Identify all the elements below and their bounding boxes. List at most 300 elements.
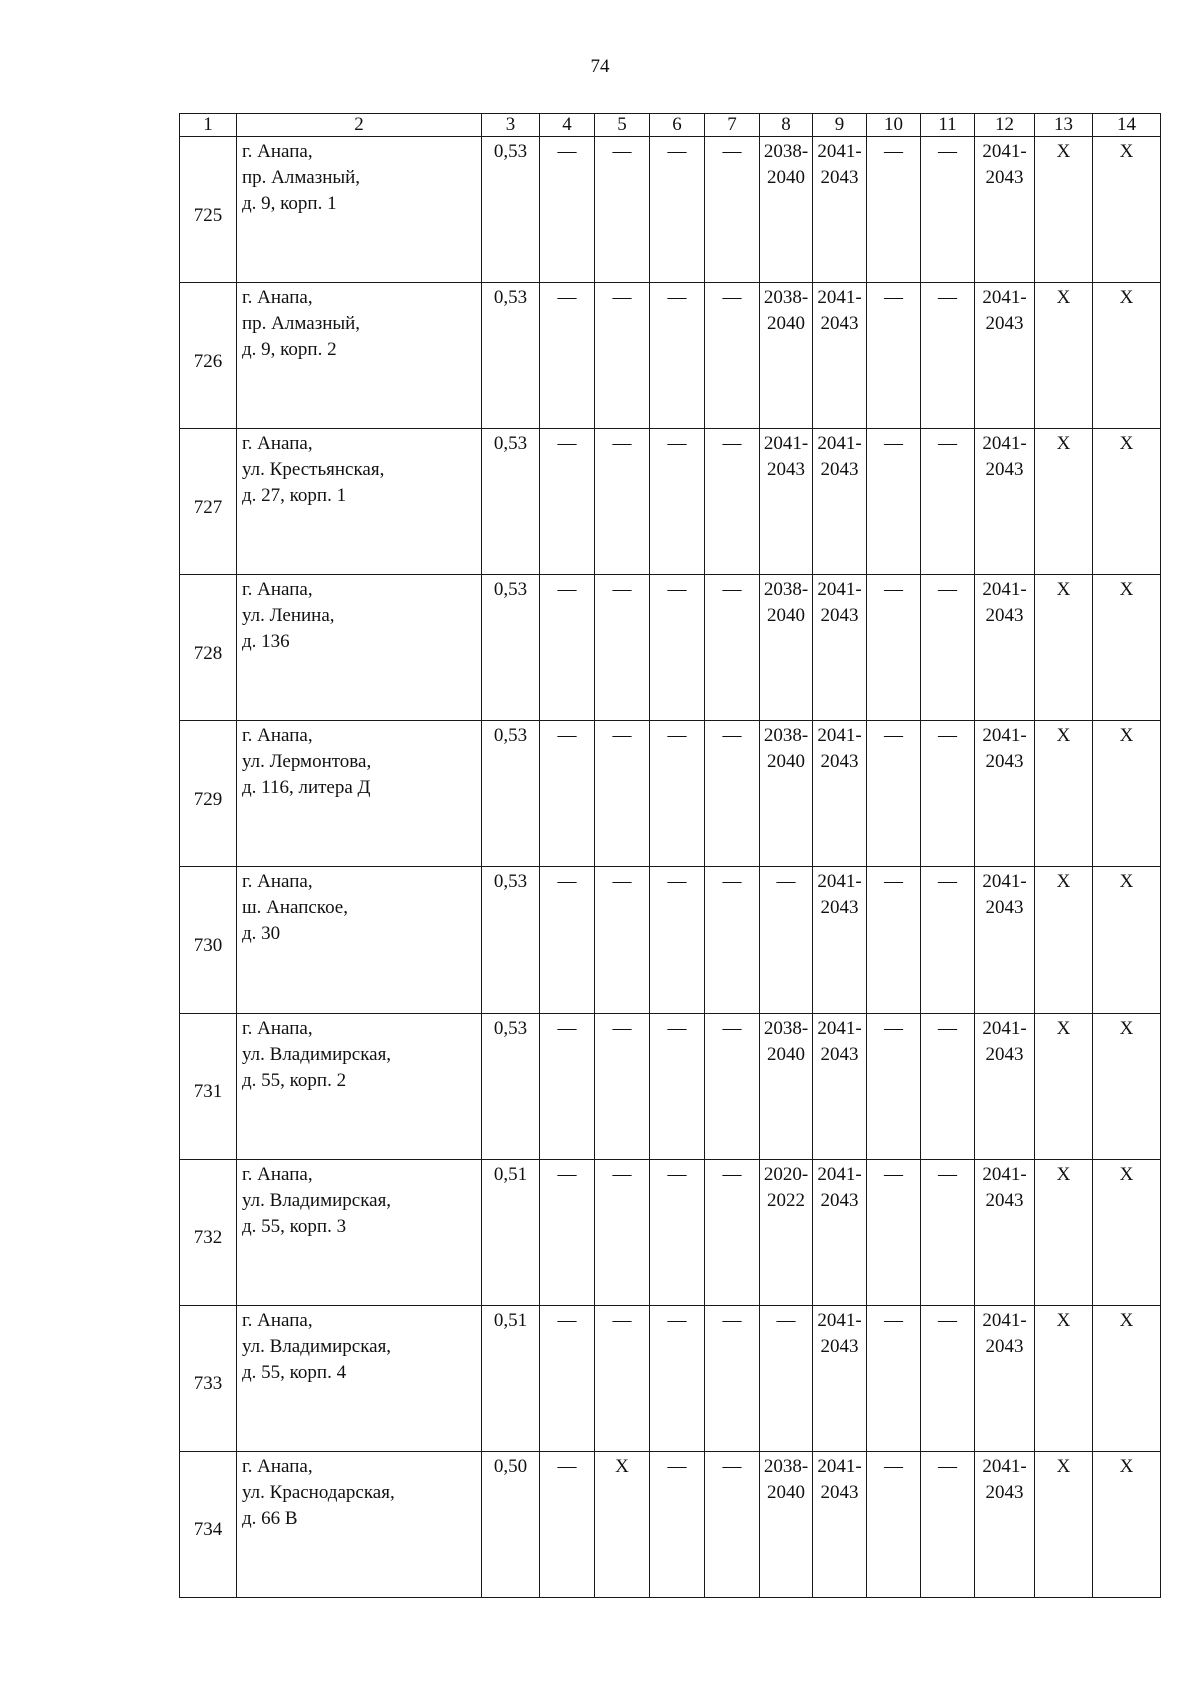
cell-value: — [884,1163,903,1185]
period-line: 2043 [820,605,859,627]
coefficient-value: 0,51 [493,1309,528,1331]
cell-value: — [612,1309,632,1331]
period-line: 2043 [820,1043,859,1065]
coefficient-value: 0,53 [493,287,528,309]
period-line: 2043 [985,1481,1024,1503]
cell-c7 [705,867,760,1013]
address-line: ул. Лермонтова, [242,751,372,773]
cell-value: — [667,579,687,601]
cell-value: — [667,1017,687,1039]
period-cell-c8 [760,283,813,429]
period-line: 2041- [817,1017,862,1039]
cell-c10 [867,575,921,721]
period-cell-c12 [975,721,1035,867]
address-line: г. Анапа, [242,141,313,162]
period-line: 2041- [982,287,1027,309]
cell-value: — [938,1163,957,1185]
cell-c4 [540,429,595,575]
cell-value: — [612,1163,632,1185]
coefficient-cell [482,575,540,721]
table-row [180,867,1161,1013]
period-line: 2038- [763,287,809,309]
coefficient-cell [482,429,540,575]
address-cell [237,867,482,1013]
address-line: д. 27, корп. 1 [242,485,347,507]
period-line: 2041- [817,433,862,455]
cell-c14 [1093,137,1161,283]
address-line: д. 30 [242,923,281,945]
cell-c14 [1093,1451,1161,1597]
period-cell-c9 [813,1013,867,1159]
cell-c11 [921,721,975,867]
cell-value: — [612,725,632,747]
period-line: 2038- [763,725,809,747]
table-row [180,137,1161,283]
cell-c4 [540,867,595,1013]
row-number-cell [180,137,237,283]
period-line: 2041- [817,287,862,309]
address-cell [237,1013,482,1159]
period-line: 2043 [820,1335,859,1357]
col-header-4: 4 [540,114,595,137]
cell-value: X [1119,871,1134,893]
coefficient-value: 0,51 [493,1163,528,1185]
address-line: д. 9, корп. 2 [242,339,337,361]
period-line: 2043 [985,167,1024,188]
cell-c6 [650,1305,705,1451]
address-line: г. Анапа, [242,725,313,747]
cell-value: X [1119,287,1134,309]
cell-value: X [1056,1455,1071,1477]
period-line: 2041- [817,579,862,601]
cell-c6 [650,867,705,1013]
row-number-cell [180,429,237,575]
period-line: 2041- [763,433,809,455]
cell-c10 [867,1451,921,1597]
period-line: 2043 [985,1335,1024,1357]
period-cell-c8 [760,721,813,867]
cell-c14 [1093,721,1161,867]
coefficient-cell [482,721,540,867]
row-number: 725 [193,204,223,226]
cell-c13 [1035,1159,1093,1305]
col-header-5: 5 [595,114,650,137]
cell-value: X [1119,725,1134,747]
cell-value: — [612,433,632,455]
period-line: 2041- [982,1455,1027,1477]
col-header-2: 2 [237,114,482,137]
period-cell-c8 [760,575,813,721]
cell-c4 [540,1159,595,1305]
address-line: г. Анапа, [242,1309,313,1331]
cell-value: — [884,141,903,162]
period-line: 2043 [985,313,1024,335]
period-cell-c12 [975,283,1035,429]
cell-c11 [921,867,975,1013]
address-line: д. 136 [242,631,290,653]
cell-value: X [1056,579,1071,601]
period-line: 2043 [820,751,859,773]
coefficient-cell [482,137,540,283]
cell-value: — [722,725,742,747]
cell-c5 [595,1159,650,1305]
cell-c11 [921,1305,975,1451]
period-line: 2043 [820,313,859,335]
cell-c11 [921,137,975,283]
cell-value: — [938,433,957,455]
cell-value: X [1056,1309,1071,1331]
cell-c13 [1035,721,1093,867]
cell-value: X [1119,1455,1134,1477]
cell-c7 [705,429,760,575]
cell-c10 [867,1013,921,1159]
cell-value: — [938,725,957,747]
col-header-9: 9 [813,114,867,137]
row-number-cell [180,283,237,429]
period-line: 2041- [982,1017,1027,1039]
cell-c5 [595,867,650,1013]
cell-c5 [595,137,650,283]
table-row [180,575,1161,721]
cell-value: X [1119,141,1134,162]
cell-value: — [722,433,742,455]
address-line: г. Анапа, [242,1163,313,1185]
cell-c14 [1093,575,1161,721]
cell-c7 [705,1305,760,1451]
period-cell-c8 [760,429,813,575]
coefficient-value: 0,53 [493,871,528,893]
address-cell [237,283,482,429]
cell-c13 [1035,1451,1093,1597]
cell-c13 [1035,429,1093,575]
cell-value: — [612,1017,632,1039]
period-line: 2041- [817,1455,862,1477]
period-line: 2040 [767,313,805,335]
cell-c7 [705,721,760,867]
period-line: 2043 [985,605,1024,627]
col-header-11: 11 [921,114,975,137]
row-number: 734 [193,1519,223,1541]
cell-value: X [1119,1017,1134,1039]
page-number: 74 [590,56,610,77]
period-line: 2041- [817,871,862,893]
period-line: 2038- [763,1455,809,1477]
cell-value: — [557,1309,577,1331]
period-line: 2041- [982,1309,1027,1331]
cell-c5 [595,1451,650,1597]
cell-value: — [667,1163,687,1185]
cell-c10 [867,1159,921,1305]
col-header-3: 3 [482,114,540,137]
table-row [180,1305,1161,1451]
cell-value: — [557,433,577,455]
coefficient-cell [482,1451,540,1597]
table-row [180,283,1161,429]
address-line: ул. Ленина, [242,605,335,627]
period-cell-c9 [813,1159,867,1305]
cell-value: — [612,287,632,309]
address-line: ул. Краснодарская, [242,1481,395,1503]
period-cell-c9 [813,137,867,283]
cell-value: — [667,141,687,162]
period-line: 2043 [767,459,805,481]
address-cell [237,1159,482,1305]
cell-c7 [705,1159,760,1305]
period-cell-c12 [975,1159,1035,1305]
col-header-7: 7 [705,114,760,137]
period-line: 2038- [763,1017,809,1039]
period-line: 2043 [985,1189,1024,1211]
address-cell [237,137,482,283]
address-cell [237,1305,482,1451]
cell-value: — [557,1455,577,1477]
address-line: г. Анапа, [242,287,313,309]
address-line: г. Анапа, [242,1455,313,1477]
cell-value: — [667,725,687,747]
table-row [180,429,1161,575]
coefficient-value: 0,53 [493,1017,528,1039]
cell-value: — [938,579,957,601]
cell-value: X [1119,1163,1134,1185]
cell-c13 [1035,1305,1093,1451]
cell-c7 [705,1451,760,1597]
cell-c13 [1035,575,1093,721]
cell-value: — [667,433,687,455]
cell-c11 [921,1159,975,1305]
col-header-13: 13 [1035,114,1093,137]
period-line: 2043 [820,1481,859,1503]
cell-c5 [595,1305,650,1451]
cell-c5 [595,721,650,867]
address-line: д. 9, корп. 1 [242,193,337,214]
cell-c14 [1093,1305,1161,1451]
cell-value: — [612,579,632,601]
period-cell-c9 [813,283,867,429]
cell-c4 [540,1305,595,1451]
cell-c4 [540,137,595,283]
cell-value: — [722,1163,742,1185]
cell-c4 [540,575,595,721]
row-number-cell [180,1159,237,1305]
period-cell-c9 [813,867,867,1013]
table-row [180,721,1161,867]
row-number-cell [180,867,237,1013]
period-line: 2038- [763,141,809,162]
period-line: 2020- [763,1163,809,1185]
cell-value: — [612,871,632,893]
cell-value: X [615,1455,629,1477]
period-line: 2041- [982,433,1027,455]
address-line: ш. Анапское, [242,897,348,919]
row-number-cell [180,575,237,721]
address-line: ул. Крестьянская, [242,459,385,481]
row-number: 731 [193,1081,223,1103]
period-line: 2043 [985,459,1024,481]
cell-c14 [1093,429,1161,575]
period-line: 2040 [767,1043,805,1065]
period-cell-c9 [813,575,867,721]
header-row [180,114,1161,137]
cell-value: — [667,871,687,893]
coefficient-cell [482,1159,540,1305]
cell-value: — [884,1017,903,1039]
period-cell-c9 [813,721,867,867]
cell-value: X [1119,1309,1134,1331]
cell-c6 [650,429,705,575]
period-cell-c12 [975,575,1035,721]
cell-value: — [557,287,577,309]
address-cell [237,721,482,867]
cell-value: — [722,287,742,309]
cell-c11 [921,283,975,429]
cell-value: — [884,433,903,455]
cell-c10 [867,283,921,429]
cell-value: — [938,287,957,309]
cell-c7 [705,575,760,721]
cell-c13 [1035,137,1093,283]
row-number-cell [180,1013,237,1159]
row-number-cell [180,1451,237,1597]
cell-value: — [557,1163,577,1185]
col-header-1: 1 [180,114,237,137]
period-line: 2040 [767,167,805,188]
cell-value: — [557,725,577,747]
address-line: ул. Владимирская, [242,1189,392,1211]
table-row [180,1159,1161,1305]
cell-c14 [1093,867,1161,1013]
period-line: 2041- [817,141,862,162]
cell-c7 [705,1013,760,1159]
period-line: 2041- [982,141,1027,162]
cell-c13 [1035,867,1093,1013]
coefficient-value: 0,53 [493,141,528,162]
period-line: 2043 [820,1189,859,1211]
period-cell-c8 [760,137,813,283]
cell-c10 [867,429,921,575]
cell-value: — [722,1017,742,1039]
period-line: 2041- [817,1309,862,1331]
cell-c6 [650,1013,705,1159]
address-cell [237,1451,482,1597]
cell-c13 [1035,1013,1093,1159]
cell-value: — [938,1455,957,1477]
row-number-cell [180,721,237,867]
cell-value: — [884,1455,903,1477]
cell-value: — [557,579,577,601]
cell-value: X [1119,433,1134,455]
coefficient-value: 0,53 [493,579,528,601]
table-row [180,1013,1161,1159]
cell-c6 [650,1159,705,1305]
period-line: 2041- [982,579,1027,601]
period-line: 2040 [767,751,805,773]
cell-c5 [595,1013,650,1159]
period-cell-c12 [975,867,1035,1013]
cell-value: X [1119,579,1134,601]
period-cell-c8 [760,1159,813,1305]
period-line: 2038- [763,579,809,601]
period-line: — [776,1309,796,1331]
period-cell-c8 [760,1013,813,1159]
col-header-8: 8 [760,114,813,137]
cell-value: — [612,141,632,162]
period-cell-c8 [760,867,813,1013]
cell-c11 [921,1013,975,1159]
col-header-12: 12 [975,114,1035,137]
coefficient-value: 0,53 [493,433,528,455]
row-number: 733 [193,1373,223,1395]
period-line: 2043 [820,459,859,481]
cell-c6 [650,575,705,721]
cell-value: — [884,579,903,601]
period-cell-c12 [975,137,1035,283]
address-line: д. 116, литера Д [242,777,371,799]
cell-value: — [722,141,742,162]
cell-c11 [921,575,975,721]
cell-value: X [1056,141,1071,162]
period-cell-c12 [975,429,1035,575]
cell-value: — [557,1017,577,1039]
row-number: 732 [193,1227,223,1249]
cell-value: X [1056,433,1071,455]
cell-c5 [595,283,650,429]
cell-c4 [540,721,595,867]
cell-value: — [938,1017,957,1039]
period-line: 2043 [985,897,1024,919]
cell-c10 [867,867,921,1013]
address-line: ул. Владимирская, [242,1335,392,1357]
cell-value: — [557,141,577,162]
address-line: д. 66 В [242,1507,298,1529]
cell-value: — [884,1309,903,1331]
cell-c10 [867,721,921,867]
coefficient-cell [482,283,540,429]
coefficient-cell [482,1013,540,1159]
cell-value: — [938,141,957,162]
period-line: 2041- [982,725,1027,747]
coefficient-value: 0,53 [493,725,528,747]
cell-value: — [667,1455,687,1477]
period-line: 2041- [817,725,862,747]
period-line: 2043 [820,167,859,188]
address-line: пр. Алмазный, [242,313,361,335]
period-cell-c8 [760,1305,813,1451]
address-cell [237,429,482,575]
cell-value: — [722,1309,742,1331]
coefficient-cell [482,867,540,1013]
cell-value: — [722,579,742,601]
address-line: д. 55, корп. 2 [242,1069,347,1091]
period-cell-c9 [813,1305,867,1451]
table-row [180,1451,1161,1597]
cell-c4 [540,1013,595,1159]
cell-value: — [557,871,577,893]
col-header-10: 10 [867,114,921,137]
cell-c7 [705,137,760,283]
cell-c6 [650,721,705,867]
period-line: 2022 [767,1189,805,1211]
coefficient-cell [482,1305,540,1451]
cell-value: — [938,1309,957,1331]
period-line: 2040 [767,1481,805,1503]
cell-value: — [722,871,742,893]
address-line: д. 55, корп. 4 [242,1361,347,1383]
period-line: 2041- [817,1163,862,1185]
cell-c6 [650,1451,705,1597]
address-line: г. Анапа, [242,433,313,455]
cell-c5 [595,429,650,575]
period-cell-c12 [975,1451,1035,1597]
